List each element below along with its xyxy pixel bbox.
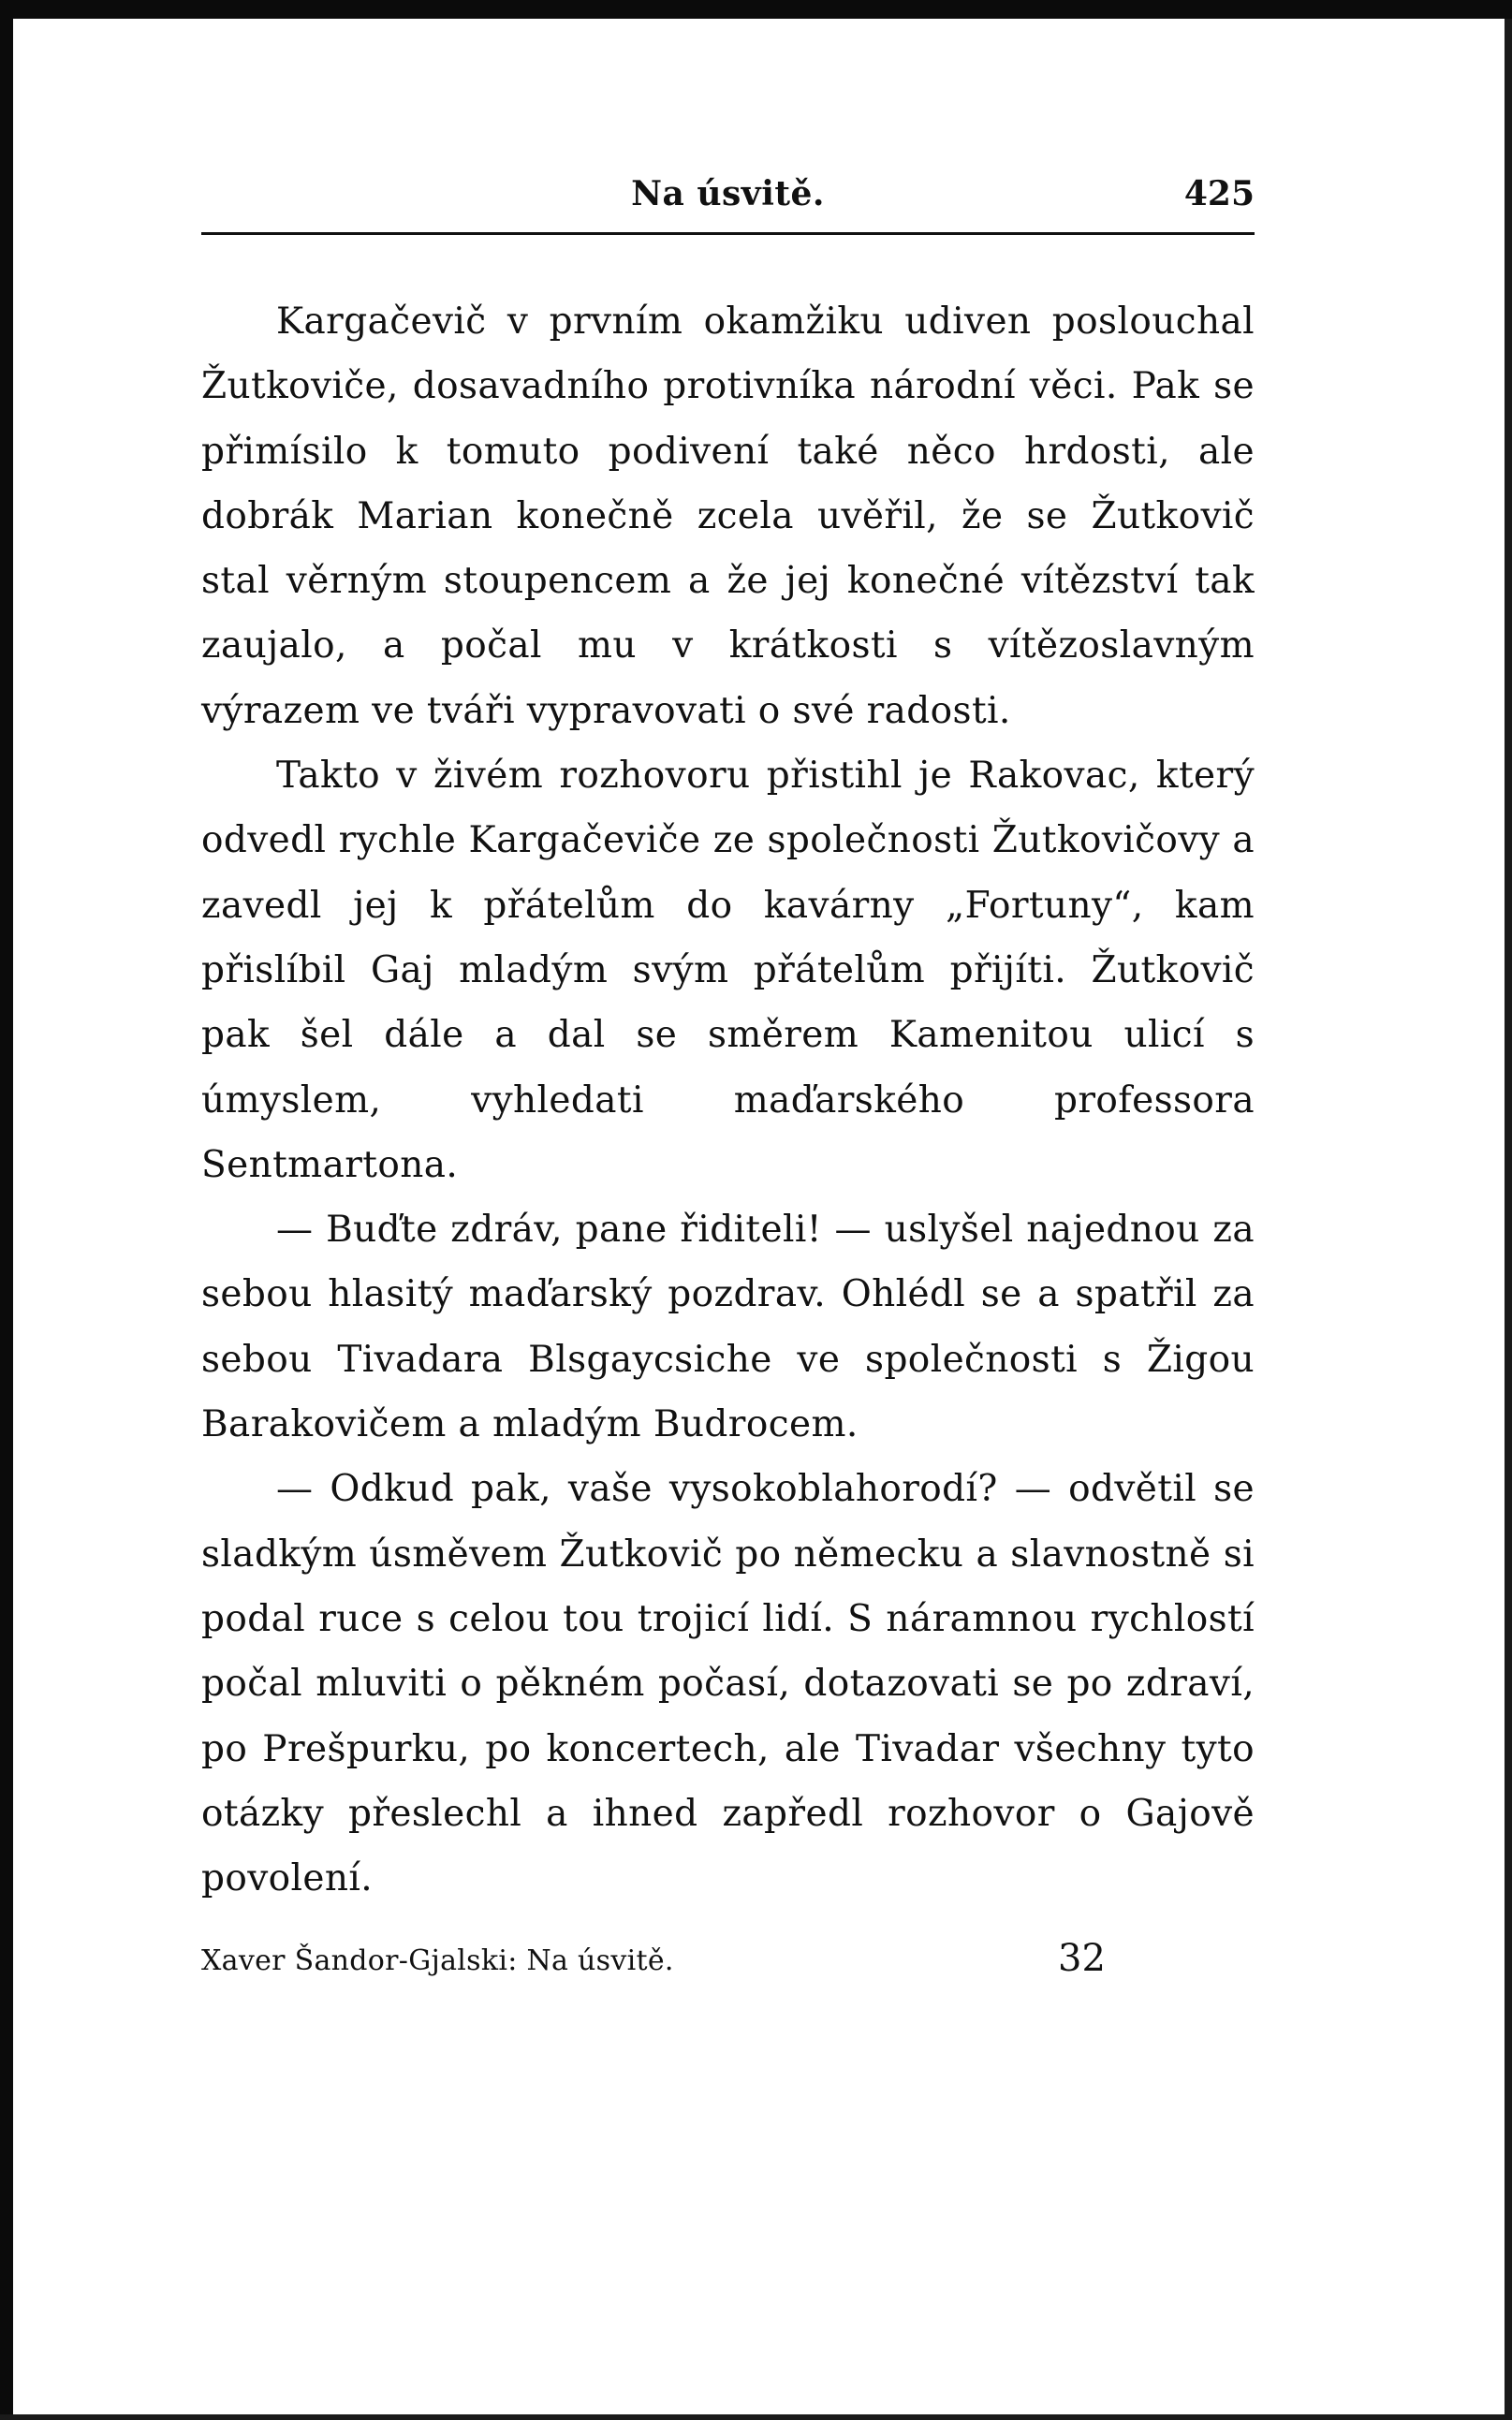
running-head <box>201 169 1255 215</box>
book-page <box>201 169 1255 1991</box>
scan-border-bottom <box>0 2414 1512 2420</box>
scan-border-right <box>1505 19 1512 2420</box>
signature-line: Xaver Šandor-Gjalski: Na úsvitě. <box>201 1944 674 1978</box>
page-footer <box>201 1935 1255 1991</box>
sheet-number: 32 <box>1058 1937 1106 1981</box>
paragraph: — Odkud pak, vaše vysokoblahorodí? — odvětil se sladkým úsměvem Žutkovič po německu a slavnostně si podal ruce s celou tou trojicí lidí. S náramnou rychlostí počal mluviti o pěkném počasí, dotazovati se po zdraví, po Prešpurku, po koncertech, ale Tivadar všechny tyto otázky přeslechl a ihned zapředl rozhovor o Gajově povolení. <box>201 1468 1255 1900</box>
body-text <box>201 289 1255 1911</box>
paragraph: — Buďte zdráv, pane řiditeli! — uslyšel najednou za sebou hlasitý maďarský pozdrav. Ohlédl se a spatřil za sebou Tivadara Blsgaycsiche ve společnosti s Žigou Barakovičem a mladým Budrocem. <box>201 1209 1255 1446</box>
page-number: 425 <box>1183 174 1255 213</box>
scan-border-top <box>0 0 1512 19</box>
paragraph: Kargačevič v prvním okamžiku udiven poslouchal Žutkoviče, dosavadního protivníka národní věci. Pak se přimísilo k tomuto podivení také něco hrdosti, ale dobrák Marian konečně zcela uvěřil, že se Žutkovič stal věrným stoupencem a že jej konečné vítězství tak zaujalo, a počal mu v krátkosti s vítězoslavným výrazem ve tváři vypravovati o své radosti. <box>201 301 1255 732</box>
header-rule <box>201 232 1255 235</box>
paragraph: Takto v živém rozhovoru přistihl je Rakovac, který odvedl rychle Kargačeviče ze společnosti Žutkovičovy a zavedl jej k přátelům do kavárny „Fortuny“, kam přislíbil Gaj mladým svým přátelům přijíti. Žutkovič pak šel dále a dal se směrem Kamenitou ulicí s úmyslem, vyhledati maďarského professora Sentmartona. <box>201 755 1255 1186</box>
scan-border-left <box>0 0 13 2420</box>
running-title: Na úsvitě. <box>631 174 825 213</box>
